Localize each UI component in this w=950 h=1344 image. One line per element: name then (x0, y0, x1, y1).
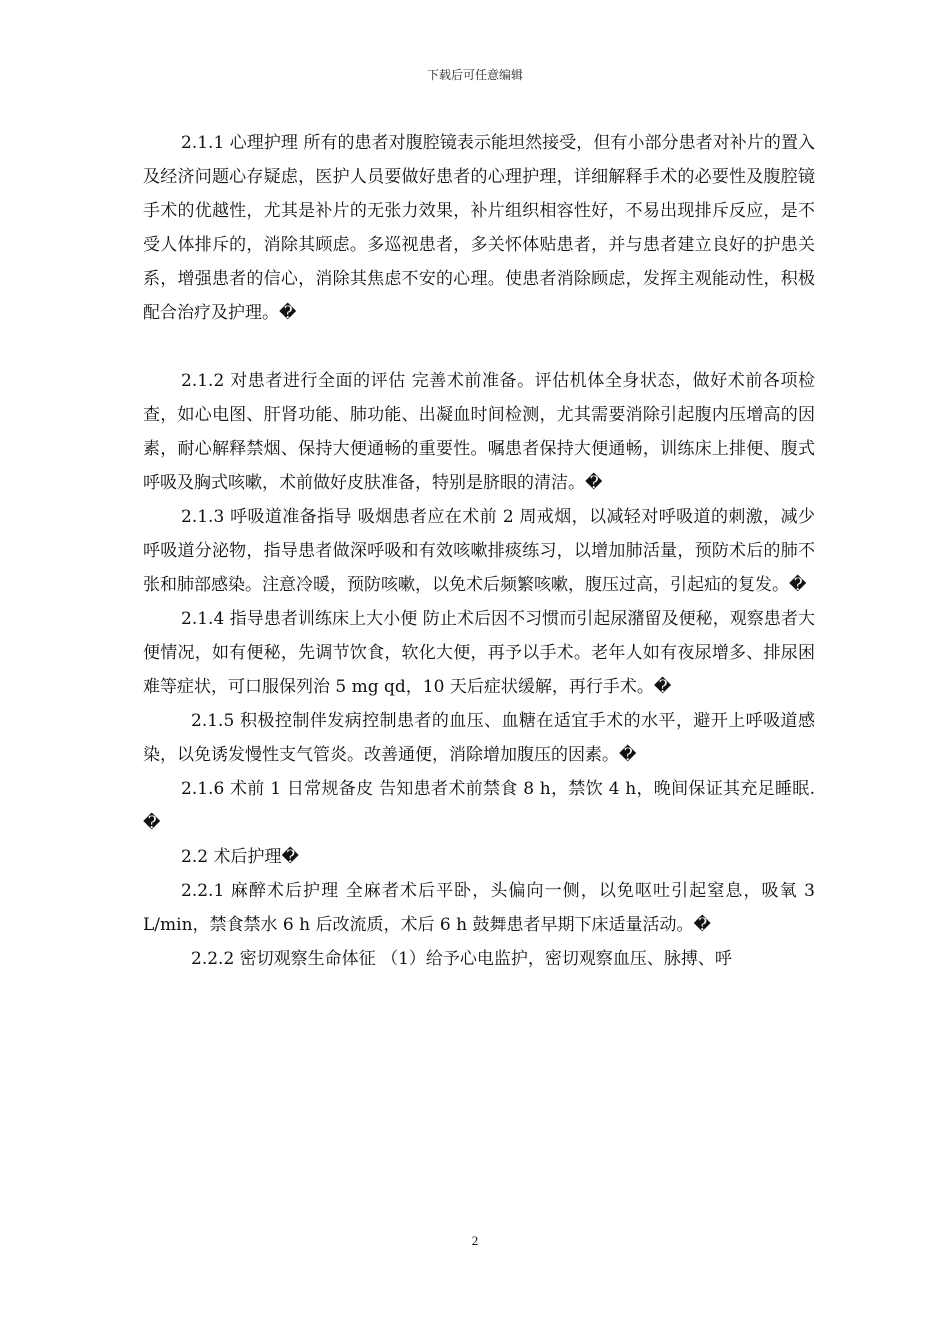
paragraph-2-1-1: 2.1.1 心理护理 所有的患者对腹腔镜表示能坦然接受，但有小部分患者对补片的置入及经济问题心存疑虑，医护人员要做好患者的心理护理，详细解释手术的必要性及腹腔镜手术的优越性，尤其是补片的无张力效果，补片组织相容性好，不易出现排斥反应，是不受人体排斥的，消除其顾虑。多巡视患者，多关怀体贴患者，并与患者建立良好的护患关系，增强患者的信心，消除其焦虑不安的心理。使患者消除顾虑，发挥主观能动性，积极配合治疗及护理。� (143, 133, 815, 323)
paragraph-2-1-6: 2.1.6 术前 1 日常规备皮 告知患者术前禁食 8 h，禁饮 4 h，晚间保证其充足睡眠. � (143, 779, 815, 833)
document-body (143, 126, 815, 976)
paragraph-2-1-4: 2.1.4 指导患者训练床上大小便 防止术后因不习惯而引起尿潴留及便秘，观察患者大便情况，如有便秘，先调节饮食，软化大便，再予以手术。老年人如有夜尿增多、排尿困难等症状，可口服保列治 5 mg qd，10 天后症状缓解，再行手术。� (143, 609, 815, 697)
paragraph-2-1-3: 2.1.3 呼吸道准备指导 吸烟患者应在术前 2 周戒烟，以减轻对呼吸道的刺激，减少呼吸道分泌物，指导患者做深呼吸和有效咳嗽排痰练习，以增加肺活量，预防术后的肺不张和肺部感染。注意冷暖，预防咳嗽，以免术后频繁咳嗽，腹压过高，引起疝的复发。� (143, 507, 815, 595)
paragraph-2-1-5: 2.1.5 积极控制伴发病控制患者的血压、血糖在适宜手术的水平，避开上呼吸道感染，以免诱发慢性支气管炎。改善通便，消除增加腹压的因素。� (143, 711, 815, 765)
page-number: 2 (471, 1233, 479, 1248)
paragraph-2-2-2: 2.2.2 密切观察生命体征 （1）给予心电监护，密切观察血压、脉搏、呼 (191, 949, 732, 969)
section-heading-2-2: 2.2 术后护理� (181, 847, 299, 867)
paragraph-2-2-1: 2.2.1 麻醉术后护理 全麻者术后平卧，头偏向一侧，以免呕吐引起窒息，吸氧 3 L/min，禁食禁水 6 h 后改流质，术后 6 h 鼓舞患者早期下床适量活动。� (143, 881, 815, 935)
paragraph-2-1-2: 2.1.2 对患者进行全面的评估 完善术前准备。评估机体全身状态，做好术前各项检查，如心电图、肝肾功能、肺功能、出凝血时间检测，尤其需要消除引起腹内压增高的因素，耐心解释禁烟、保持大便通畅的重要性。嘱患者保持大便通畅，训练床上排便、腹式呼吸及胸式咳嗽，术前做好皮肤准备，特别是脐眼的清洁。� (143, 371, 815, 493)
page-header: 下载后可任意编辑 (426, 68, 523, 82)
